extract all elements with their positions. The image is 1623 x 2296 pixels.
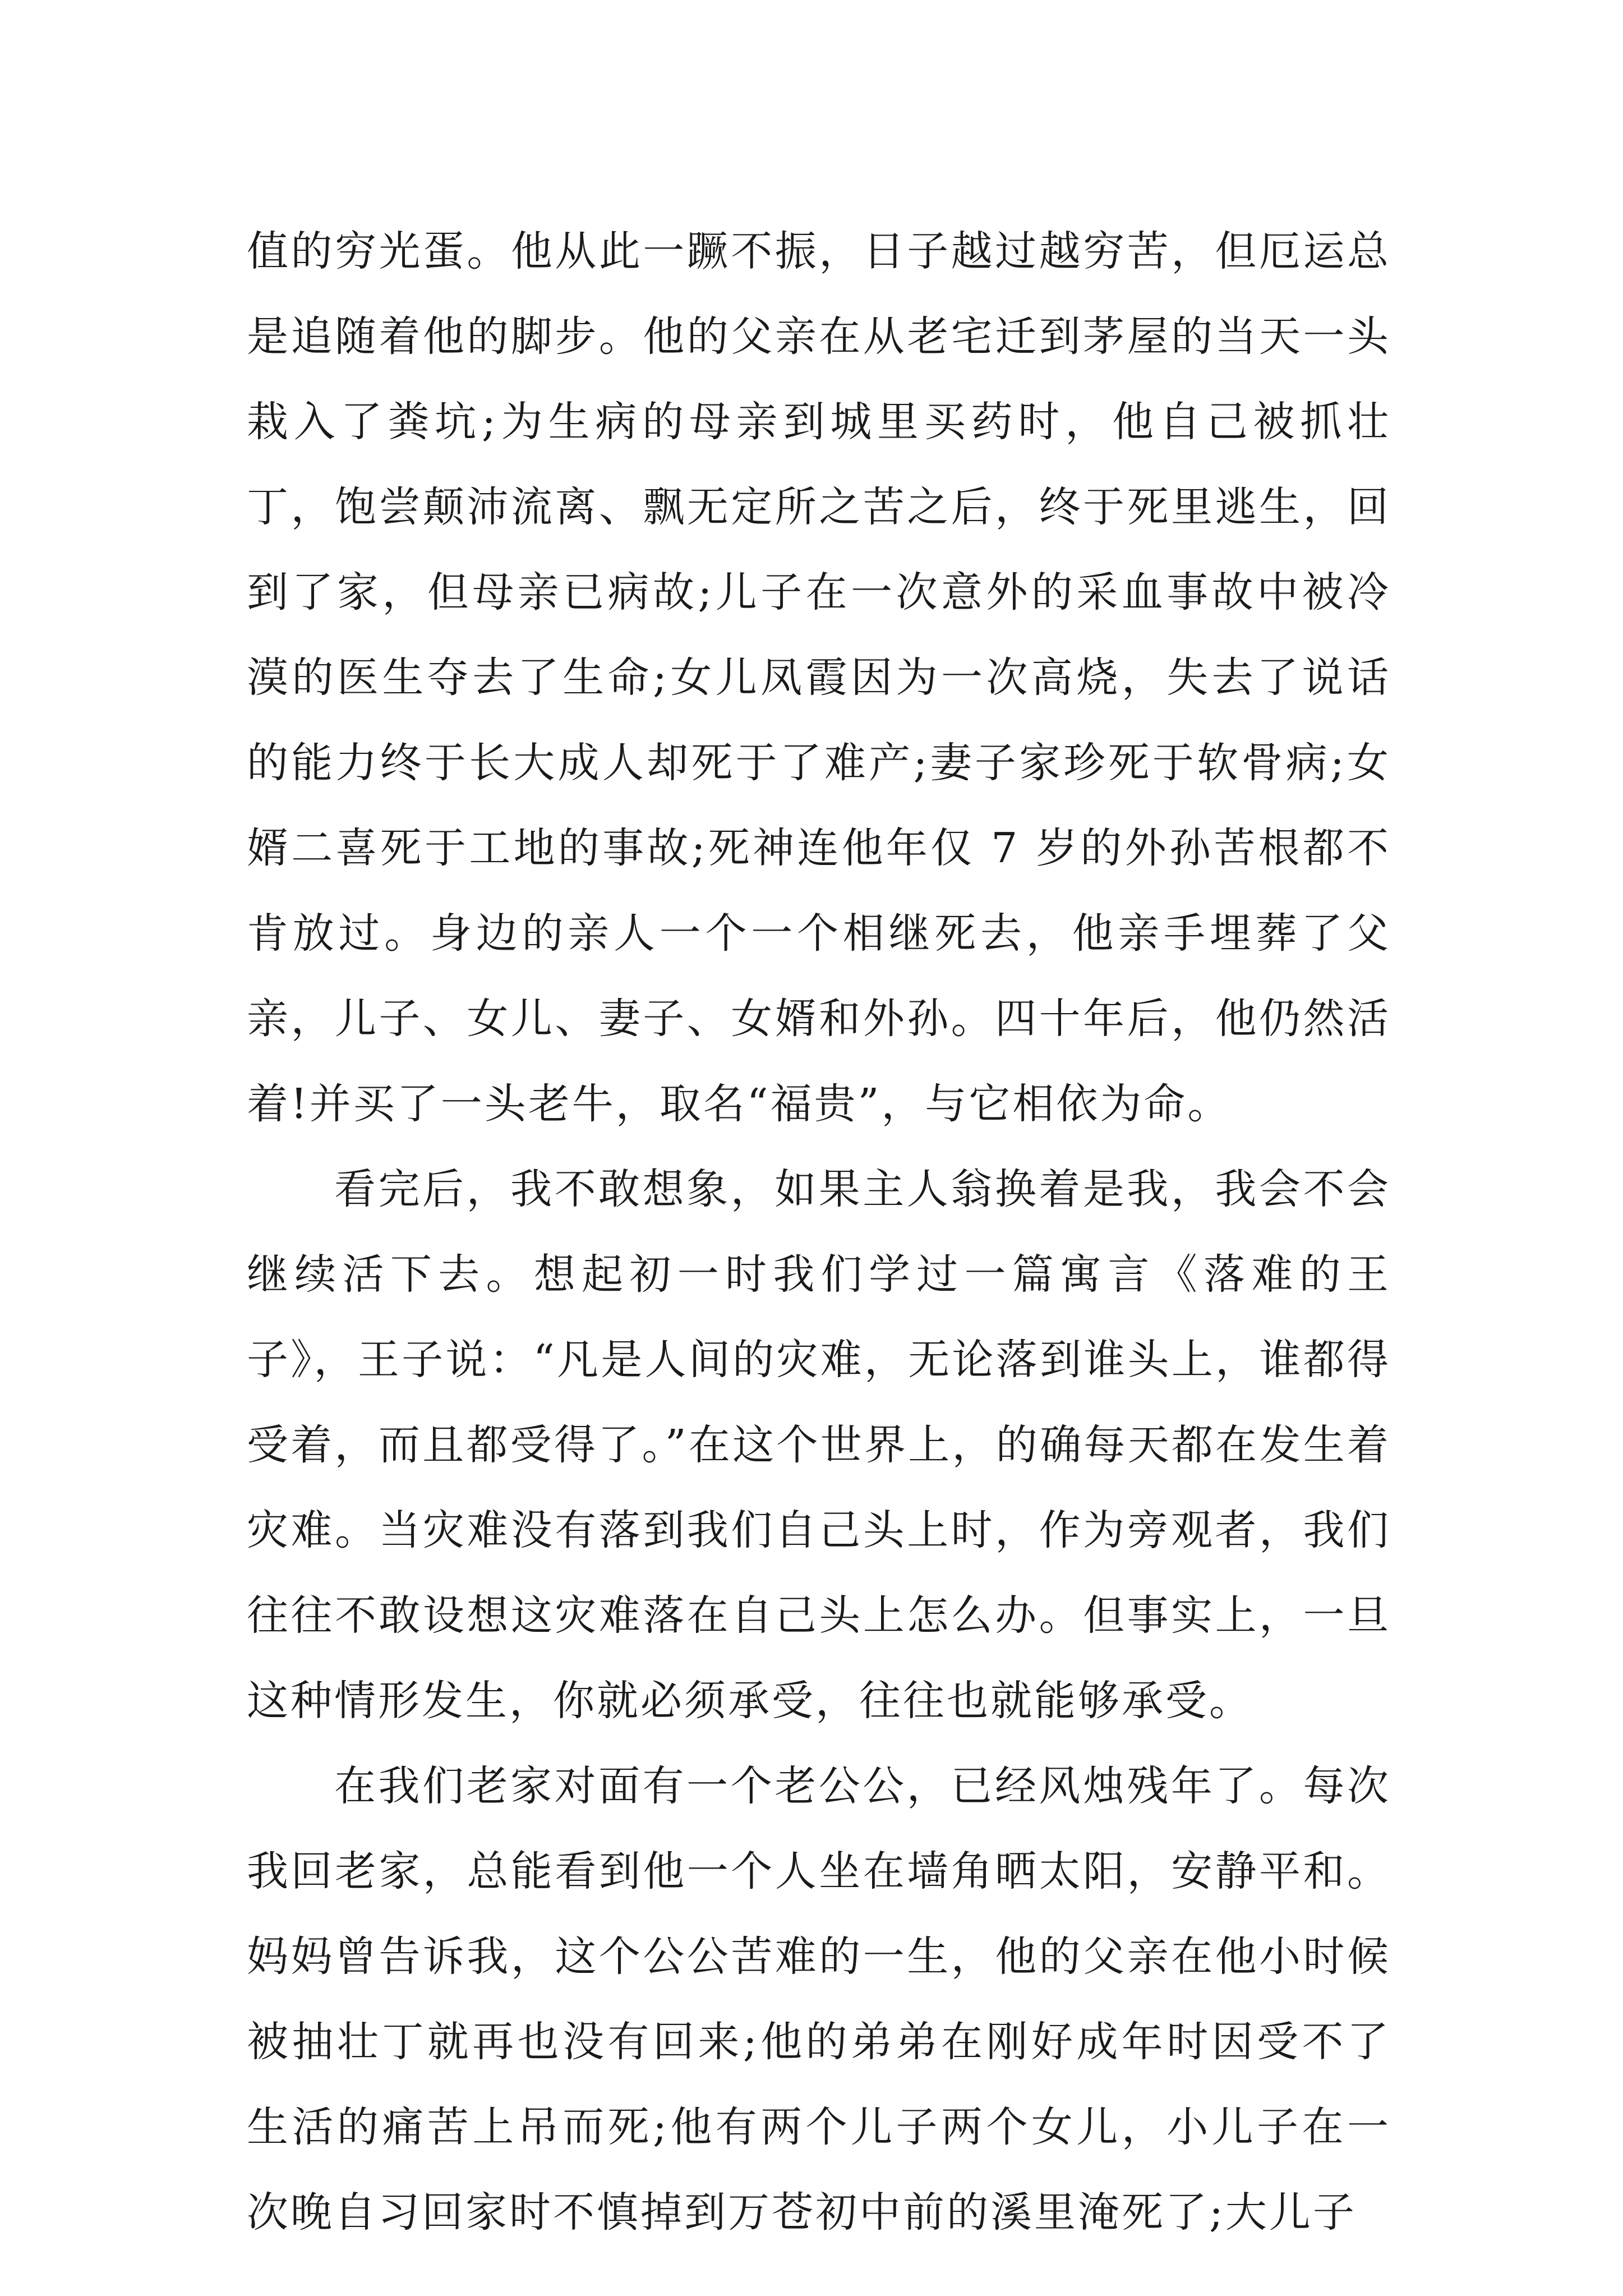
document-page [247,209,1391,2255]
paragraph-2: 看完后，我不敢想象，如果主人翁换着是我，我会不会继续活下去。想起初一时我们学过一篇寓言《落难的王子》，王子说：“凡是人间的灾难，无论落到谁头上，谁都得受着，而且都受得了。”在这个世界上，的确每天都在发生着灾难。当灾难没有落到我们自己头上时，作为旁观者，我们往往不敢设想这灾难落在自己头上怎么办。但事实上，一旦这种情形发生，你就必须承受，往往也就能够承受。 [247,1165,1391,1725]
paragraph-3: 在我们老家对面有一个老公公，已经风烛残年了。每次我回老家，总能看到他一个人坐在墙角晒太阳，安静平和。妈妈曾告诉我，这个公公苦难的一生，他的父亲在他小时候被抽壮丁就再也没有回来;他的弟弟在刚好成年时因受不了生活的痛苦上吊而死;他有两个儿子两个女儿，小儿子在一次晚自习回家时不慎掉到万苍初中前的溪里淹死了;大儿子 [247,1762,1391,2237]
paragraph-1: 值的穷光蛋。他从此一蹶不振，日子越过越穷苦，但厄运总是追随着他的脚步。他的父亲在从老宅迁到茅屋的当天一头栽入了粪坑;为生病的母亲到城里买药时，他自己被抓壮丁，饱尝颠沛流离、飘无定所之苦之后，终于死里逃生，回到了家，但母亲已病故;儿子在一次意外的采血事故中被冷漠的医生夺去了生命;女儿凤霞因为一次高烧，失去了说话的能力终于长大成人却死于了难产;妻子家珍死于软骨病;女婿二喜死于工地的事故;死神连他年仅 7 岁的外孙苦根都不肯放过。身边的亲人一个一个相继死去，他亲手埋葬了父亲，儿子、女儿、妻子、女婿和外孙。四十年后，他仍然活着!并买了一头老牛，取名“福贵”，与它相依为命。 [247,227,1391,1128]
